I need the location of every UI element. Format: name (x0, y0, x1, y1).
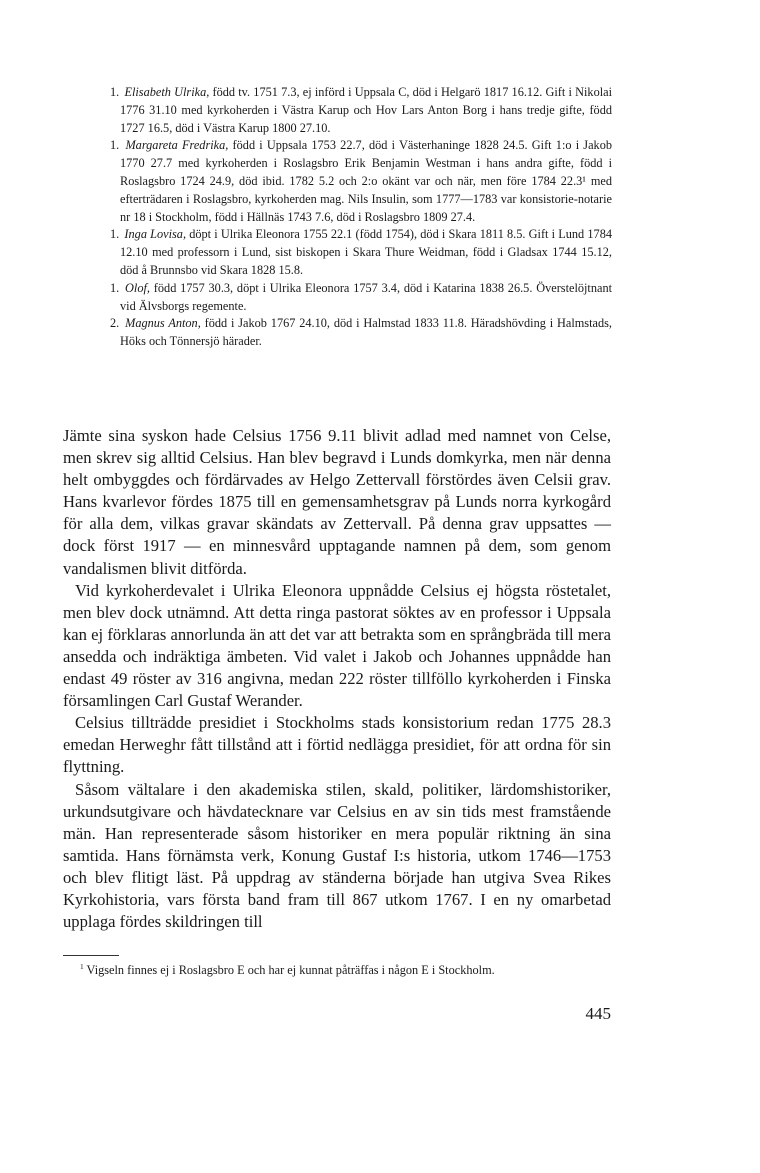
page-number: 445 (585, 1004, 611, 1023)
main-text (63, 425, 611, 933)
child-entry (110, 226, 612, 279)
child-text: född i Jakob 1767 24.10, död i Halmstad 1833 11.8. Häradshövding i Halmstads, Höks och Tönnersjö härader. (120, 316, 612, 349)
child-name: Olof, (125, 280, 150, 295)
child-entry (110, 137, 612, 226)
footnote-marker: 1 (80, 961, 84, 971)
child-name: Elisabeth Ulrika, (124, 85, 210, 99)
paragraph: Jämte sina syskon hade Celsius 1756 9.11 blivit adlad med namnet von Celse, men skrev sig alltid Celsius. Han blev begravd i Lunds domkyrka, men när denna helt ombyggdes och fördärvades av Helgo Zettervall förstördes även Celsii grav. Hans kvarlevor fördes 1875 till en gemensamhetsgrav på Lunds norra kyrkogård för alla dem, vilkas gravar skändats av Zettervall. På denna grav uppsattes — dock först 1917 — en minnesvård upptagande namnen på dem, som genom vandalismen blivit ditförda. (63, 426, 611, 578)
footnote (80, 962, 611, 978)
child-text: född i Uppsala 1753 22.7, död i Västerhaninge 1828 24.5. Gift 1:o i Jakob 1770 27.7 med kyrkoherden i Roslagsbro Erik Benjamin Westman i hans andra gifte, född i Roslagsbro 1724 24.9, död ibid. 1782 5.2 och 2:o okänt var och när, men före 1784 22.3¹ med efterträdaren i Roslagsbro, kyrkoherden mag. Nils Insulin, som 1777—1783 var konsistorie-notarie nr 18 i Stockholm, född i Hällnäs 1743 7.6, död i Roslagsbro 1809 27.4. (120, 138, 612, 224)
child-number: 1. (110, 85, 120, 99)
paragraph: Såsom vältalare i den akademiska stilen, skald, politiker, lärdomshistoriker, urkundsutgivare och hävdatecknare var Celsius en av sin tids mest framstående män. Han representerade såsom historiker en mera populär riktning än sina samtida. Hans förnämsta verk, Konung Gustaf I:s historia, utkom 1746—1753 och blev flitigt läst. På uppdrag av ständerna började han utgiva Svea Rikes Kyrkohistoria, vars första band fram till 867 utkom 1767. I en ny omarbetad upplaga fördes skildringen till (63, 779, 611, 932)
child-number: 2. (110, 316, 120, 331)
footnote-text: Vigseln finnes ej i Roslagsbro E och har ej kunnat påträffas i någon E i Stockholm. (86, 963, 495, 977)
child-text: född 1757 30.3, döpt i Ulrika Eleonora 1757 3.4, död i Katarina 1838 26.5. Överstelöjtnant vid Älvsborgs regemente. (120, 280, 613, 313)
child-number: 1. (110, 138, 120, 153)
paragraph: Vid kyrkoherdevalet i Ulrika Eleonora uppnådde Celsius ej högsta röstetalet, men blev dock utnämnd. Att detta ringa pastorat söktes av en professor i Uppsala kan ej förklaras annorlunda än att det var att betrakta som en språngbräda till mera ansedda och indräktiga ämbeten. Vid valet i Jakob och Johannes uppnådde han endast 49 röster av 316 angivna, medan 222 röster tillföllo kyrkoherden i Finska församlingen Carl Gustaf Werander. (63, 580, 611, 711)
paragraph: Celsius tillträdde presidiet i Stockholms stads konsistorium redan 1775 28.3 emedan Herweghr fått tillstånd att i förtid nedlägga presidiet, för att ordna för sin flyttning. (63, 713, 611, 777)
child-entry (110, 280, 612, 316)
child-text: född tv. 1751 7.3, ej införd i Uppsala C, död i Helgarö 1817 16.12. Gift i Nikolai 1776 31.10 med kyrkoherden i Västra Karup och Hov Lars Anton Borg i hans tredje gifte, född 1727 16.5, död i Västra Karup 1800 27.10. (120, 85, 613, 135)
child-entry (110, 84, 612, 137)
child-name: Magnus Anton, (125, 316, 201, 331)
children-list (110, 84, 612, 351)
child-number: 1. (110, 280, 120, 295)
child-name: Margareta Fredrika, (125, 138, 229, 153)
footnote-rule (63, 955, 119, 956)
child-name: Inga Lovisa, (124, 227, 187, 242)
child-number: 1. (110, 227, 120, 242)
child-entry (110, 315, 612, 351)
child-text: döpt i Ulrika Eleonora 1755 22.1 (född 1754), död i Skara 1811 8.5. Gift i Lund 1784 12.10 med professorn i Lund, sist biskopen i Skara Thure Weidman, född i Gladsax 1744 15.12, död å Brunnsbo vid Skara 1828 15.8. (120, 227, 612, 277)
